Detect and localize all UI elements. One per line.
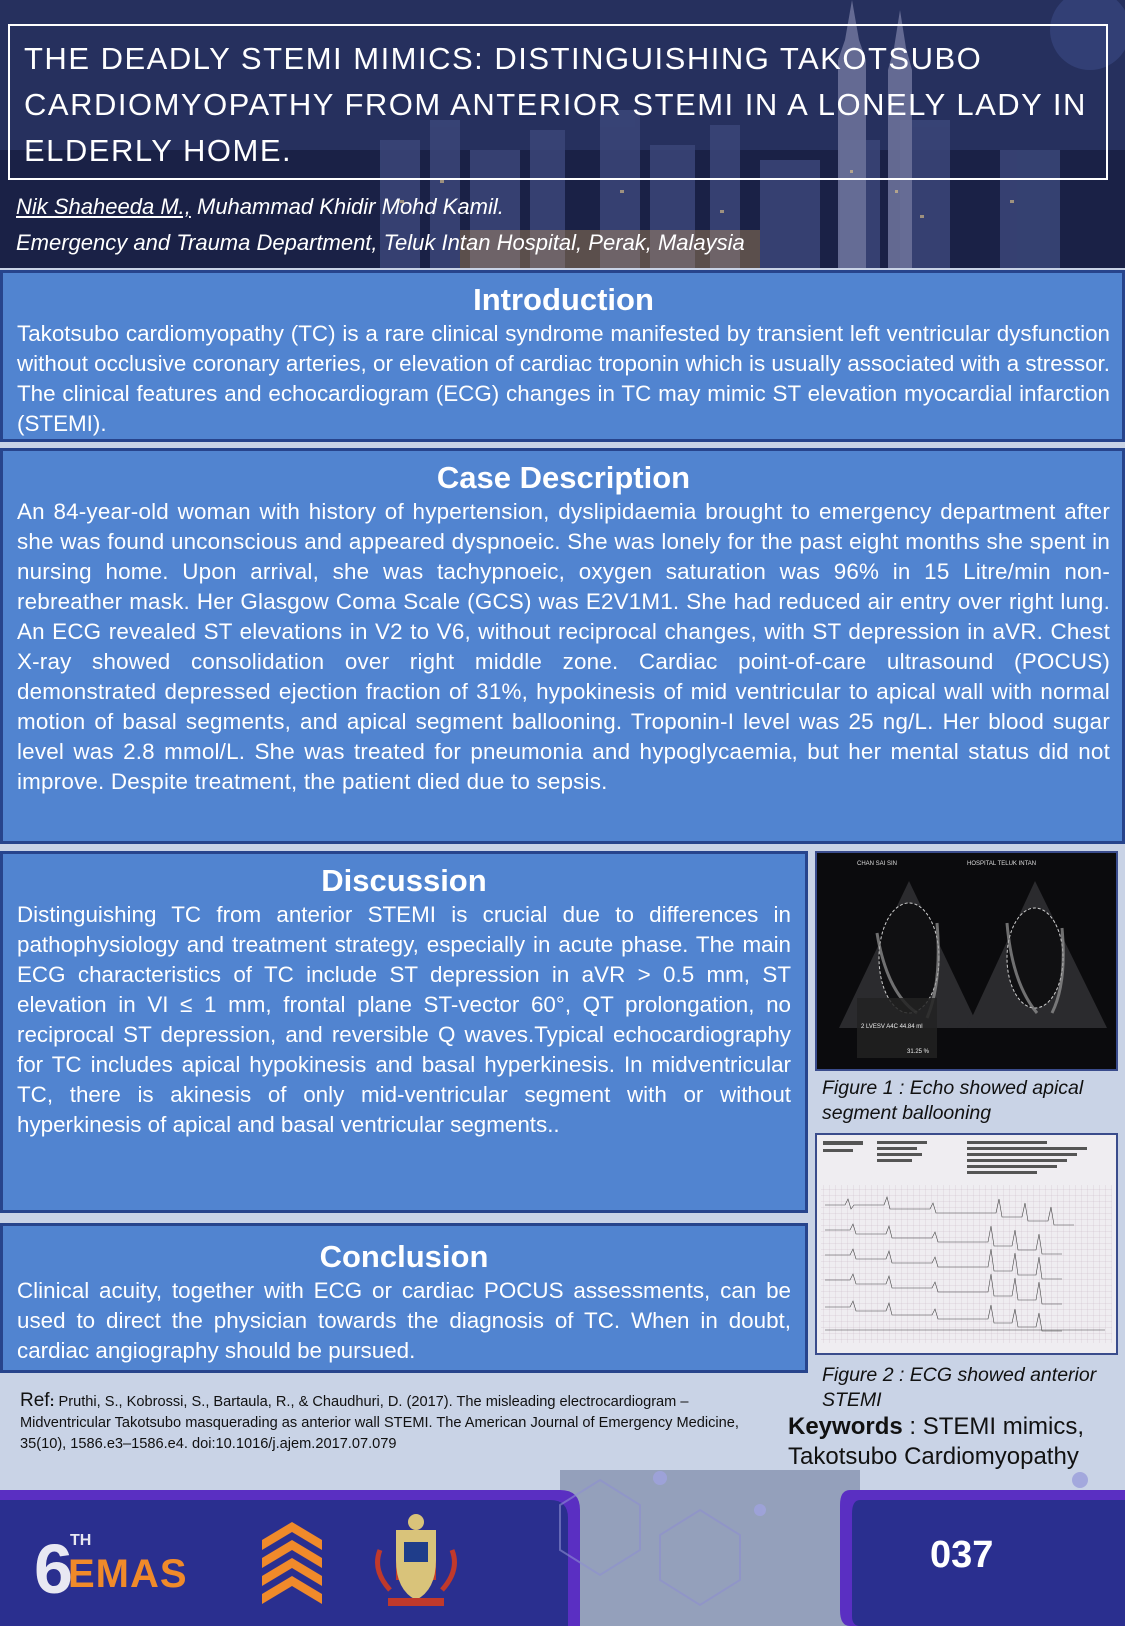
introduction-section [0,270,1125,442]
conclusion-heading: Conclusion [319,1239,489,1274]
emas-conference-logo [34,1515,214,1605]
poster-header [0,0,1125,268]
echo-hospital-label: HOSPITAL TELUK INTAN [967,861,1037,867]
title-box [8,24,1108,180]
echo-measurement: 2 LVESV A4C 44.84 ml [861,1024,923,1030]
poster-title: THE DEADLY STEMI MIMICS: DISTINGUISHING TAKOTSUBO CARDIOMYOPATHY FROM ANTERIOR STEMI IN A LONELY LADY IN ELDERLY HOME. [24,41,1087,168]
conclusion-section [0,1223,808,1373]
affiliation: Emergency and Trauma Department, Teluk Intan Hospital, Perak, Malaysia [16,230,745,255]
echo-ultrasound-illustration [817,853,1116,1069]
presenting-author: Nik Shaheeda M., [16,194,191,219]
introduction-heading: Introduction [473,282,654,317]
author-list [16,194,504,220]
case-description-section [0,448,1125,844]
poster-footer [0,1470,1125,1626]
discussion-text: Distinguishing TC from anterior STEMI is crucial due to differences in pathophysiology and treatment strategy, especially in acute phase. The main ECG characteristics of TC include ST depression in aVR > 0.5 mm, ST elevation in VI ≤ 1 mm, frontal plane ST-vector 60°, QT prolongation, no reciprocal ST depression, and reversible Q waves.Typical echocardiography for TC includes apical hypokinesis and basal hyperkinesis. In midventricular TC, there is akinesis of only mid-ventricular segment with or without hyperkinesis of apical and basal ventricular segments.. [17,902,791,1137]
figure-1-caption: Figure 1 : Echo showed apical segment ballooning [822,1077,1084,1124]
reference: Ref: Pruthi, S., Kobrossi, S., Bartaula, R., & Chaudhuri, D. (2017). The misleading electrocardiogram – Midventricular Takotsubo masquerading as anterior wall STEMI. The American Journal of Emergency Medicine, 35(10), 1586.e3–1586.e4. doi:10.1016/j.ajem.2017.07.079 [20,1390,739,1452]
conclusion-text: Clinical acuity, together with ECG or cardiac POCUS assessments, can be used to direct the physician towards the diagnosis of TC. When in doubt, cardiac angiography should be pursued. [17,1278,791,1363]
co-author: Muhammad Khidir Mohd Kamil. [190,194,504,219]
emas-logo-superscript: TH [70,1532,92,1549]
reference-label: Ref [20,1390,50,1411]
figure-1-echo-image [815,851,1118,1071]
ecg-trace-illustration [817,1135,1116,1353]
introduction-text: Takotsubo cardiomyopathy (TC) is a rare clinical syndrome manifested by transient left ventricular dysfunction without occlusive coronary arteries, or elevation of cardiac troponin which is usually associated with a stressor. The clinical features and echocardiogram (ECG) changes in TC may mimic ST elevation myocardial infarction (STEMI). [17,321,1110,436]
discussion-section [0,851,808,1213]
keywords [788,1412,1125,1472]
keywords-text: : STEMI mimics, Takotsubo Cardiomyopathy [788,1413,1085,1470]
case-description-heading: Case Description [436,460,691,495]
echo-ejection-fraction: 31.25 % [907,1049,930,1055]
figure-2-caption: Figure 2 : ECG showed anterior STEMI [822,1364,1097,1411]
poster-code: 037 [930,1534,994,1576]
emas-logo-text: EMAS [68,1552,188,1596]
echo-patient-name: CHAN SAI SIN [857,861,898,867]
discussion-heading: Discussion [321,863,487,898]
case-description-text: An 84-year-old woman with history of hypertension, dyslipidaemia brought to emergency department after she was found unconscious and appeared dyspnoeic. She was lonely for the past eight months she spent in nursing home. Upon arrival, she was tachypnoeic, oxygen saturation was 96% in 15 Litre/min non-rebreather mask. Her Glasgow Coma Scale (GCS) was E2V1M1. She had reduced air entry over right lung. An ECG revealed ST elevations in V2 to V6, without reciprocal changes, with ST depression in aVR. Chest X-ray showed consolidation over right middle zone. Cardiac point-of-care ultrasound (POCUS) demonstrated depressed ejection fraction of 31%, hypokinesis of mid ventricular to apical wall with normal motion of basal segments, and apical segment ballooning. Troponin-I level was 25 ng/L. Her blood sugar level was 2.8 mmol/L. She was treated for pneumonia and hypoglycaemia, but her mental status did not improve. Despite treatment, the patient died due to sepsis. [17,499,1110,794]
figure-2-ecg-image [815,1133,1118,1355]
emas-logo-number: 6 [34,1530,73,1605]
keywords-label: Keywords [788,1413,903,1440]
reference-text: Pruthi, S., Kobrossi, S., Bartaula, R., & Chaudhuri, D. (2017). The misleading electrocardiogram – Midventricular Takotsubo masquerading as anterior wall STEMI. The American Journal of Emergency Medicine, 35(10), 1586.e3–1586.e4. doi:10.1016/j.ajem.2017.07.079 [20,1394,739,1452]
